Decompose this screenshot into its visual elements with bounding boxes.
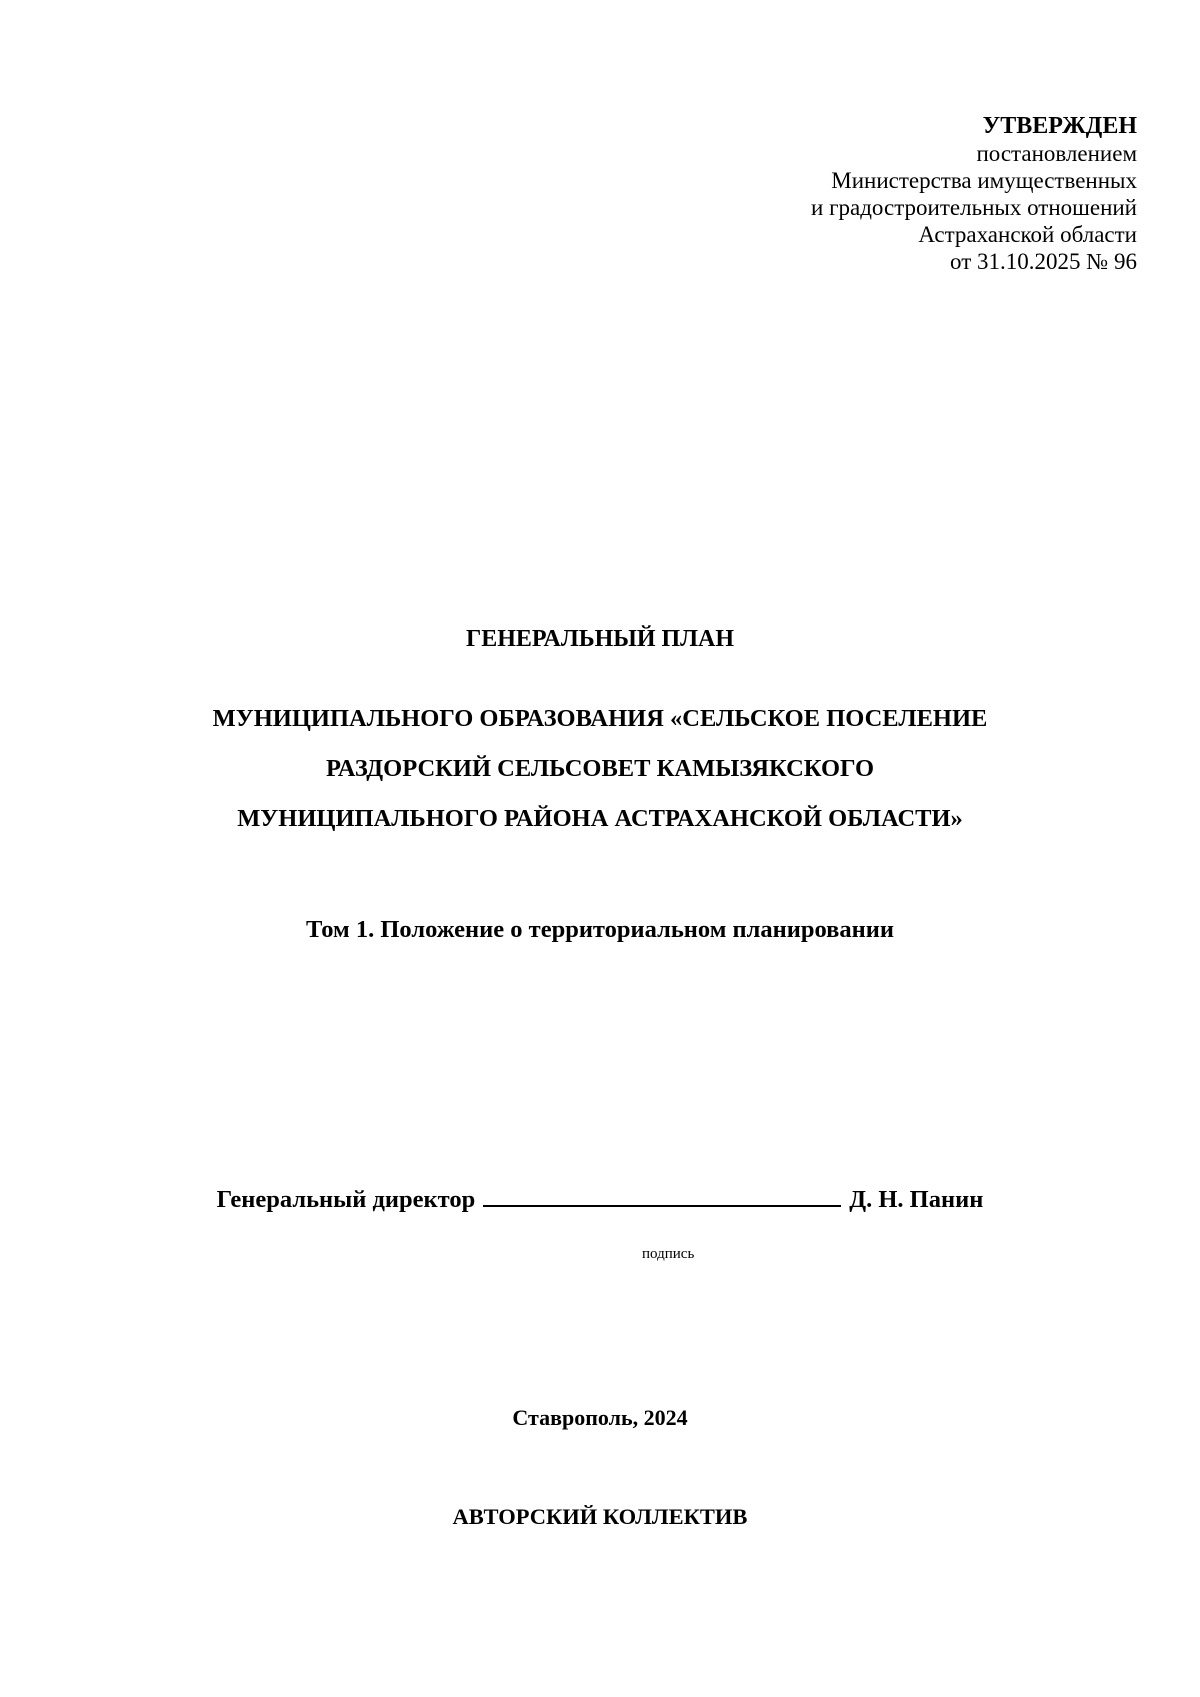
approval-stamp (811, 113, 1137, 275)
approval-line: постановлением (976, 141, 1137, 166)
subtitle-line: МУНИЦИПАЛЬНОГО ОБРАЗОВАНИЯ «СЕЛЬСКОЕ ПОСЕЛЕНИЕ (212, 705, 988, 732)
document-title: ГЕНЕРАЛЬНЫЙ ПЛАН (465, 626, 735, 652)
approval-line: Астраханской области (918, 222, 1137, 247)
authors-heading: АВТОРСКИЙ КОЛЛЕКТИВ (452, 1504, 748, 1529)
signer-name: Д. Н. Панин (849, 1186, 984, 1213)
signature-row (0, 1185, 1200, 1214)
approval-heading: УТВЕРЖДЕН (982, 113, 1137, 139)
city-year: Ставрополь, 2024 (512, 1405, 688, 1430)
subtitle-line: РАЗДОРСКИЙ СЕЛЬСОВЕТ КАМЫЗЯКСКОГО (325, 755, 875, 782)
signer-position: Генеральный директор (216, 1186, 476, 1213)
approval-line: Министерства имущественных (831, 168, 1137, 193)
signature-caption: подпись (642, 1246, 695, 1262)
approval-line: от 31.10.2025 № 96 (950, 249, 1137, 274)
approval-line: и градостроительных отношений (811, 195, 1137, 220)
volume-title: Том 1. Положение о территориальном планировании (306, 916, 894, 943)
subtitle-line: МУНИЦИПАЛЬНОГО РАЙОНА АСТРАХАНСКОЙ ОБЛАСТИ» (237, 805, 963, 832)
signature-line (483, 1185, 841, 1207)
document-subtitle (0, 694, 1200, 844)
